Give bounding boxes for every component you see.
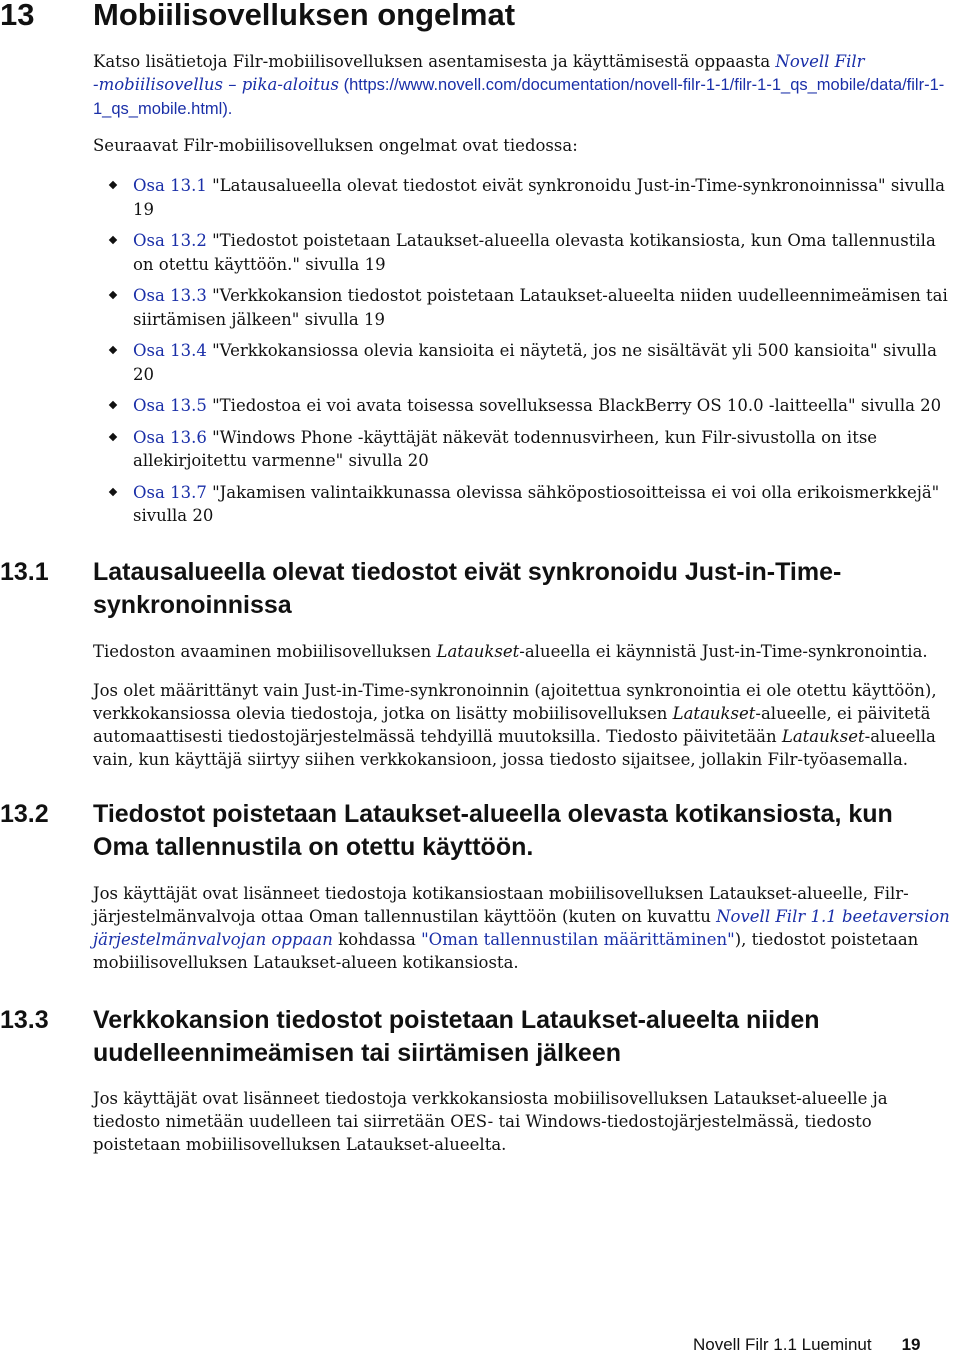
- section-ref-link[interactable]: Osa 13.7: [133, 482, 207, 502]
- paragraph-text: -alueella ei käynnistä Just-in-Time-synkronointia.: [519, 642, 928, 661]
- issue-list: [108, 174, 956, 536]
- section-13-1-paragraph-2: [93, 679, 955, 771]
- section-ref-text: "Jakamisen valintaikkunassa olevissa sähköpostiosoitteissa ei voi olla erikoismerkkejä" sivulla 20: [133, 482, 940, 525]
- bullet-diamond-icon: [109, 401, 117, 409]
- section-heading-13-3: [0, 1004, 955, 1070]
- admin-guide-link[interactable]: Novell Filr 1.1 beetaversion järjestelmänvalvojan oppaan: [93, 907, 950, 949]
- page-number: 19: [901, 1335, 921, 1354]
- quickstart-url-link[interactable]: (https://www.novell.com/documentation/novell-filr-1-1/filr-1-1_qs_mobile/data/filr-1-1_qs_mobile.html).: [93, 76, 945, 118]
- list-item: [108, 394, 956, 418]
- paragraph-text: ), tiedostot poistetaan mobiilisovelluksen Lataukset-alueen kotikansiosta.: [93, 930, 919, 972]
- list-item: [108, 481, 956, 528]
- section-ref-link[interactable]: Osa 13.6: [133, 427, 207, 447]
- section-ref-text: "Windows Phone -käyttäjät näkevät todennusvirheen, kun Filr-sivustolla on itse allekirjoitettu varmenne" sivulla 20: [133, 427, 878, 470]
- known-issues-intro: Seuraavat Filr-mobiilisovelluksen ongelmat ovat tiedossa:: [93, 136, 578, 155]
- section-13-3-paragraph: Jos käyttäjät ovat lisänneet tiedostoja verkkokansiosta mobiilisovelluksen Lataukset-alueelle ja tiedosto nimetään uudelleen tai siirretään OES- tai Windows-tiedostojärjestelmässä, tiedosto poistetaan mobiilisovelluksen Lataukset-alueelta.: [93, 1089, 888, 1154]
- section-title: Verkkokansion tiedostot poistetaan Lataukset-alueelta niiden uudelleennimeämisen tai siirtämisen jälkeen: [93, 1006, 820, 1067]
- chapter-heading: [0, 0, 515, 32]
- paragraph-text: Jos olet määrittänyt vain Just-in-Time-synkronoinnin (ajoitettua synkronointia ei ole otettu käyttöön), verkkokansiossa olevia tiedostoja, jotka on lisätty mobiilisovelluksen: [93, 681, 937, 723]
- section-ref-text: "Verkkokansion tiedostot poistetaan Lataukset-alueelta niiden uudelleennimeämisen tai siirtämisen jälkeen" sivulla 19: [133, 286, 948, 329]
- section-number: 13.2: [0, 800, 49, 828]
- bullet-diamond-icon: [109, 291, 117, 299]
- footer-product: Novell Filr 1.1 Lueminut: [693, 1335, 872, 1354]
- section-ref-link[interactable]: Osa 13.5: [133, 396, 207, 415]
- intro-text: Katso lisätietoja Filr-mobiilisovelluksen asentamisesta ja käyttämisestä oppaasta: [93, 52, 776, 71]
- section-heading-13-1: [0, 556, 955, 622]
- section-ref-link[interactable]: Osa 13.2: [133, 231, 207, 250]
- section-ref-link[interactable]: Osa 13.4: [133, 341, 207, 360]
- quickstart-link-part1[interactable]: Novell Filr: [775, 52, 865, 71]
- emphasis-text: Lataukset: [781, 727, 865, 746]
- section-heading-13-2: [0, 798, 955, 864]
- paragraph-text: kohdassa: [332, 930, 422, 949]
- section-ref-link[interactable]: Osa 13.3: [133, 286, 207, 305]
- personal-storage-link[interactable]: "Oman tallennustilan määrittäminen": [421, 930, 735, 949]
- section-ref-text: "Tiedostoa ei voi avata toisessa sovelluksessa BlackBerry OS 10.0 -laitteella" sivulla 20: [206, 396, 942, 415]
- bullet-diamond-icon: [109, 236, 117, 244]
- bullet-diamond-icon: [109, 181, 117, 189]
- paragraph-text: -alueelle, ei päivitetä automaattisesti tiedostojärjestelmässä tehdyillä muutoksilla. Tiedosto päivitetään: [93, 704, 931, 746]
- section-ref-text: "Latausalueella olevat tiedostot eivät synkronoidu Just-in-Time-synkronoinnissa" sivulla 19: [133, 176, 945, 219]
- paragraph-text: Jos käyttäjät ovat lisänneet tiedostoja kotikansiostaan mobiilisovelluksen Lataukset-alueelle, Filr-järjestelmänvalvoja ottaa Oman tallennustilan käyttöön (kuten on kuvattu: [93, 884, 909, 926]
- section-ref-link[interactable]: Osa 13.1: [133, 176, 207, 195]
- emphasis-text: Lataukset: [436, 642, 520, 661]
- bullet-diamond-icon: [109, 346, 117, 354]
- list-item: [108, 284, 956, 331]
- section-number: 13.3: [0, 1006, 49, 1034]
- emphasis-text: Lataukset: [672, 704, 756, 723]
- section-13-1-paragraph-1: [93, 640, 955, 663]
- section-title: Tiedostot poistetaan Lataukset-alueella olevasta kotikansiosta, kun Oma tallennustila on otettu käyttöön.: [93, 800, 893, 861]
- section-number: 13.1: [0, 558, 49, 586]
- section-13-2-paragraph: [93, 882, 955, 974]
- quickstart-link-part2[interactable]: -mobiilisovellus – pika-aloitus: [93, 75, 340, 94]
- list-item: [108, 426, 956, 473]
- chapter-title: Mobiilisovelluksen ongelmat: [93, 0, 516, 32]
- section-ref-text: "Tiedostot poistetaan Lataukset-alueella olevasta kotikansiosta, kun Oma tallennustila on otettu käyttöön." sivulla 19: [133, 231, 936, 274]
- list-item: [108, 229, 956, 276]
- page-footer: [693, 1335, 921, 1355]
- bullet-diamond-icon: [109, 432, 117, 440]
- list-item: [108, 174, 956, 221]
- paragraph-text: -alueella vain, kun käyttäjä siirtyy siihen verkkokansioon, jossa tiedosto sijaitsee, jollakin Filr-työasemalla.: [93, 727, 936, 769]
- list-item: [108, 339, 956, 386]
- intro-paragraph: [93, 50, 955, 121]
- section-title: Latausalueella olevat tiedostot eivät synkronoidu Just-in-Time-synkronoinnissa: [93, 558, 842, 619]
- bullet-diamond-icon: [109, 487, 117, 495]
- paragraph-text: Tiedoston avaaminen mobiilisovelluksen: [93, 642, 437, 661]
- chapter-number: 13: [0, 0, 35, 32]
- section-ref-text: "Verkkokansiossa olevia kansioita ei näytetä, jos ne sisältävät yli 500 kansioita" sivulla 20: [133, 341, 937, 384]
